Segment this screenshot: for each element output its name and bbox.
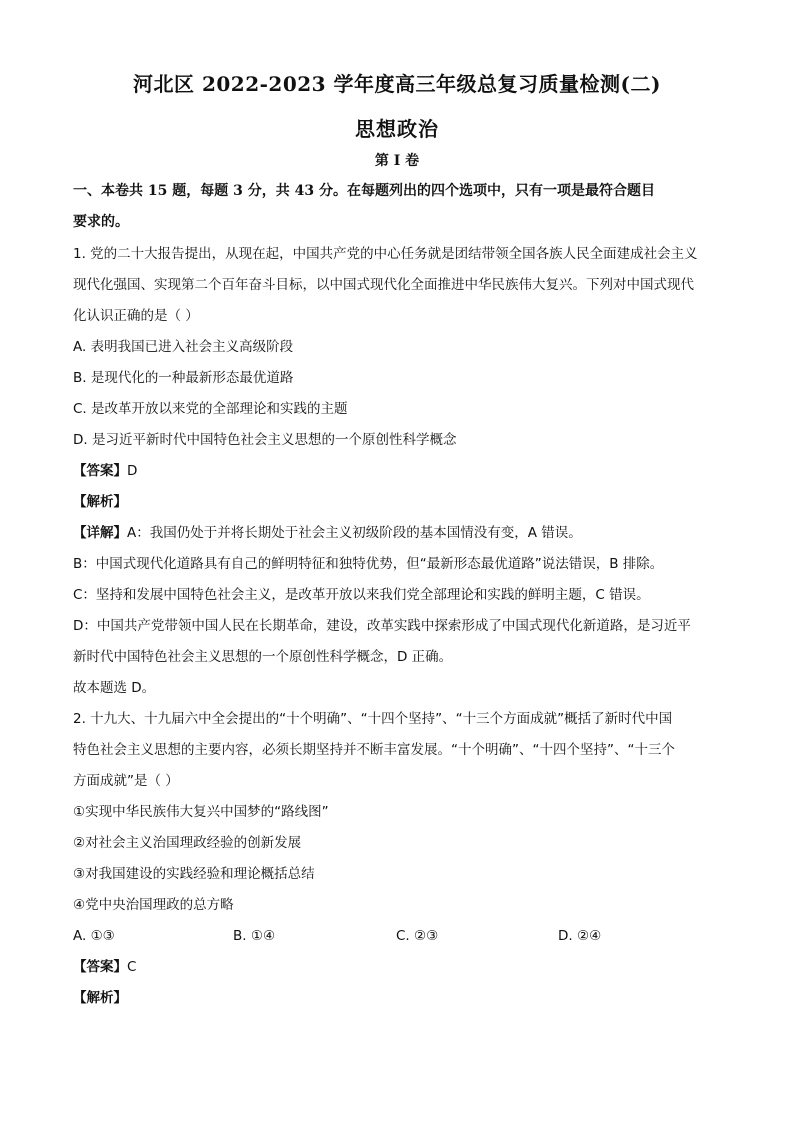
detail-tag: 【详解】 (73, 525, 127, 541)
q2-stem-line1: 2. 十九大、十九届六中全会提出的“十个明确”、“十四个坚持”、“十三个方面成就”概括了新时代中国 (73, 711, 673, 727)
answer-value: D (127, 463, 138, 479)
detail-text: A：我国仍处于并将长期处于社会主义初级阶段的基本国情没有变，A 错误。 (127, 525, 582, 541)
q1-stem-line1: 1. 党的二十大报告提出，从现在起，中国共产党的中心任务就是团结带领全国各族人民全面建成社会主义 (73, 246, 698, 262)
q1-answer (73, 461, 723, 481)
answer-value: C (127, 959, 137, 975)
q1-analysis (73, 492, 723, 512)
section-instructions-line1: 一、本卷共 15 题，每题 3 分，共 43 分。在每题列出的四个选项中，只有一项是最符合题目 (73, 183, 655, 199)
section-instructions-line2: 要求的。 (73, 214, 129, 230)
q2-item-2: ②对社会主义治国理政经验的创新发展 (73, 835, 302, 851)
q2-item-4: ④党中央治国理政的总方略 (73, 897, 234, 913)
q1-option-c: C. 是改革开放以来党的全部理论和实践的主题 (73, 401, 348, 417)
q1-detail-line4: D：中国共产党带领中国人民在长期革命，建设，改革实践中探索形成了中国式现代化新道路，是习近平 (73, 618, 691, 634)
q2-option-d: D. ②④ (558, 928, 602, 944)
q1-detail-line5: 新时代中国特色社会主义思想的一个原创性科学概念，D 正确。 (73, 649, 453, 665)
q2-option-a: A. ①③ (73, 928, 115, 944)
q1-stem-line2: 现代化强国、实现第二个百年奋斗目标，以中国式现代化全面推进中华民族伟大复兴。下列对中国式现代 (73, 277, 694, 293)
q1-option-d: D. 是习近平新时代中国特色社会主义思想的一个原创性科学概念 (73, 432, 457, 448)
q1-detail-line1 (73, 523, 723, 543)
q1-option-a: A. 表明我国已进入社会主义高级阶段 (73, 339, 294, 355)
answer-tag: 【答案】 (73, 463, 127, 479)
q2-stem-line3: 方面成就”是（ ） (73, 773, 179, 789)
q2-item-1: ①实现中华民族伟大复兴中国梦的“路线图” (73, 804, 329, 820)
volume-label: 第 I 卷 (374, 153, 420, 169)
answer-tag: 【答案】 (73, 959, 127, 975)
q1-conclusion: 故本题选 D。 (73, 680, 156, 696)
q1-detail-line3: C：坚持和发展中国特色社会主义，是改革开放以来我们党全部理论和实践的鲜明主题，C 错误。 (73, 587, 650, 603)
q2-stem-line2: 特色社会主义思想的主要内容，必须长期坚持并不断丰富发展。“十个明确”、“十四个坚持”、“十三个 (73, 742, 675, 758)
analysis-tag: 【解析】 (73, 494, 127, 510)
q2-item-3: ③对我国建设的实践经验和理论概括总结 (73, 866, 315, 882)
analysis-tag: 【解析】 (73, 990, 127, 1006)
subject-title: 思想政治 (355, 117, 439, 141)
q1-stem-line3: 化认识正确的是（ ） (73, 308, 199, 324)
q1-detail-line2: B：中国式现代化道路具有自己的鲜明特征和独特优势，但“最新形态最优道路”说法错误，B 排除。 (73, 556, 664, 572)
q2-option-c: C. ②③ (396, 928, 439, 944)
q2-analysis (73, 988, 723, 1008)
q1-option-b: B. 是现代化的一种最新形态最优道路 (73, 370, 294, 386)
q2-answer (73, 957, 723, 977)
document-title: 河北区 2022-2023 学年度高三年级总复习质量检测(二) (133, 72, 661, 96)
q2-option-b: B. ①④ (233, 928, 276, 944)
